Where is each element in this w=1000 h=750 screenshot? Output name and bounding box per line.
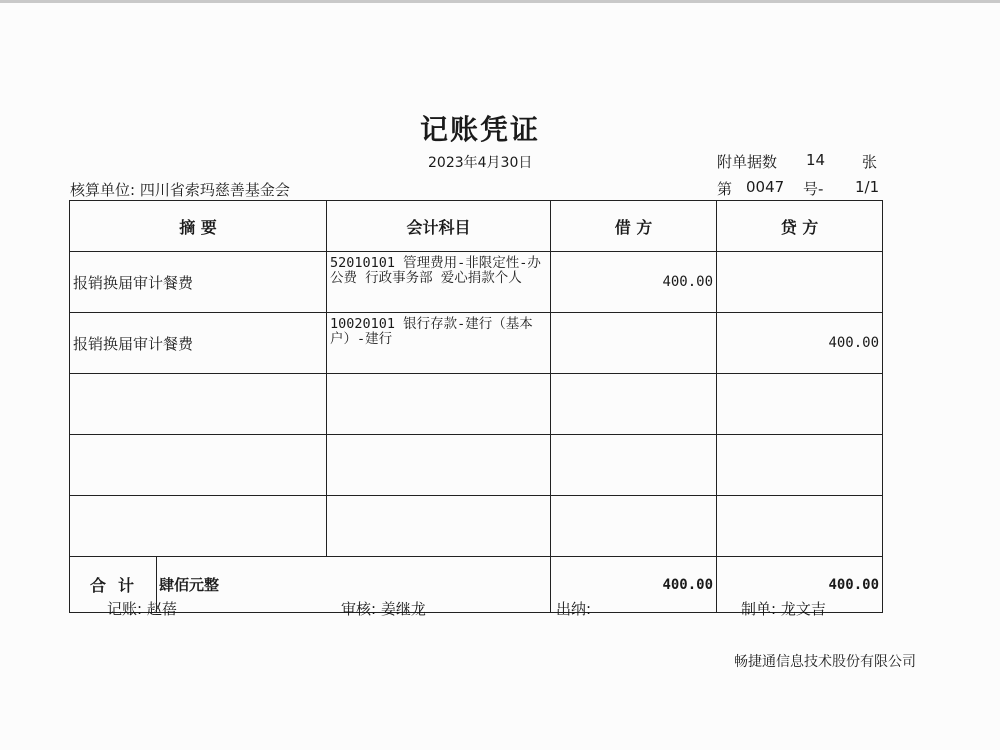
- entry-account: [327, 496, 551, 557]
- entry-credit: [717, 252, 883, 313]
- entry-summary: [70, 496, 327, 557]
- table-row: [70, 252, 883, 313]
- entry-debit: [551, 496, 717, 557]
- header-debit: 借 方: [551, 201, 717, 252]
- entry-credit: 400.00: [717, 313, 883, 374]
- header-credit: 贷 方: [717, 201, 883, 252]
- entry-credit: [717, 374, 883, 435]
- attachments-unit: 张: [862, 153, 878, 171]
- entry-credit: [717, 435, 883, 496]
- entry-credit: [717, 496, 883, 557]
- header-account: 会计科目: [327, 201, 551, 252]
- table-row: [70, 435, 883, 496]
- entry-debit: 400.00: [551, 252, 717, 313]
- table-row: [70, 374, 883, 435]
- entry-summary: [70, 374, 327, 435]
- entry-debit: [551, 313, 717, 374]
- entry-summary: 报销换届审计餐费: [70, 252, 327, 313]
- preparer-signature: 制单: 龙文吉: [741, 600, 826, 618]
- entry-account: 10020101 银行存款-建行（基本户）-建行: [327, 313, 551, 374]
- entry-debit: [551, 374, 717, 435]
- voucher-number-prefix: 第: [717, 180, 733, 198]
- voucher-number-suffix: 号-: [803, 180, 824, 198]
- voucher-page-indicator: 1/1: [855, 178, 880, 196]
- attachments-count: 14: [806, 151, 826, 169]
- voucher-number: 0047: [746, 178, 785, 196]
- voucher-table: [69, 200, 883, 613]
- cashier-signature: 出纳:: [556, 600, 592, 618]
- table-row: [70, 496, 883, 557]
- total-debit: 400.00: [551, 557, 717, 613]
- voucher-title: 记账凭证: [419, 113, 540, 146]
- total-credit: 400.00: [717, 557, 883, 613]
- header-summary: 摘 要: [70, 201, 327, 252]
- attachments-label: 附单据数: [717, 153, 778, 171]
- entry-account: [327, 435, 551, 496]
- scan-edge: [0, 0, 1000, 3]
- bookkeeper-signature: 记账: 赵蓓: [107, 600, 177, 618]
- entry-summary: [70, 435, 327, 496]
- reviewer-signature: 审核: 姜继龙: [341, 600, 426, 618]
- entry-account: [327, 374, 551, 435]
- entry-debit: [551, 435, 717, 496]
- total-amount-words: 肆佰元整: [157, 557, 551, 613]
- table-header-row: [70, 201, 883, 252]
- accounting-unit: 核算单位: 四川省索玛慈善基金会: [70, 181, 290, 199]
- entry-summary: 报销换届审计餐费: [70, 313, 327, 374]
- total-label: 合计: [70, 557, 157, 613]
- table-row: [70, 313, 883, 374]
- voucher-date: 2023年4月30日: [428, 155, 533, 171]
- entry-account: 52010101 管理费用-非限定性-办公费 行政事务部 爱心捐款个人: [327, 252, 551, 313]
- software-company: 畅捷通信息技术股份有限公司: [734, 654, 916, 670]
